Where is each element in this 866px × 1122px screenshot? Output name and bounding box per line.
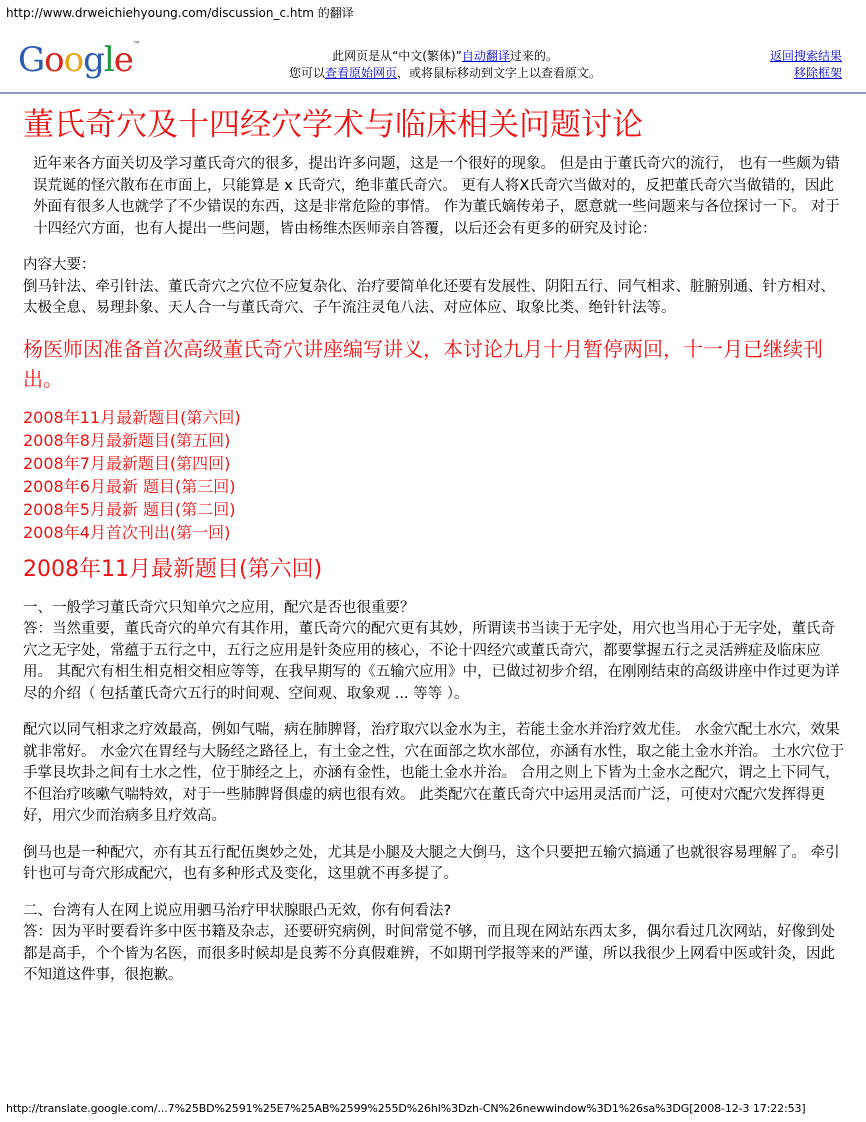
logo-letter: e <box>113 40 133 80</box>
contents-summary <box>23 255 845 320</box>
logo-letter: G <box>18 40 45 80</box>
translate-notice-line-2: 您可以查看原始网页，或将鼠标移动到文字上以查看原文。 <box>288 66 602 80</box>
round-link[interactable]: 2008年11月最新题目(第六回) <box>23 407 241 427</box>
google-logo[interactable]: Google™ <box>18 40 140 80</box>
logo-letter: o <box>44 40 64 80</box>
answer-1: 答：当然重要，董氏奇穴的单穴有其作用，董氏奇穴的配穴更有其妙，所谓读书当读于无字处，用穴也当用心于无字处，董氏奇穴之无字处，常蕴于五行之中，五行之应用是针灸应用的核心，不论十四经穴或董氏奇穴，都要掌握五行之灵活辨症及临床应用。 其配穴有相生相克相交相应等等，在我早期写的《五输穴应用》中，已做过初步介绍，在刚刚结束的高级讲座中作过更为详尽的介绍（ 包括董氏奇穴五行的时间观、空间观、取象观 ... 等等 ）。 <box>23 621 840 702</box>
round-link[interactable]: 2008年6月最新 题目(第三回) <box>23 476 236 496</box>
rounds-list <box>23 406 845 544</box>
gbar-actions <box>770 48 842 82</box>
remove-frame-link[interactable]: 移除框架 <box>793 66 842 80</box>
print-footer-url: http://translate.google.com/...7%25BD%2591%25E7%25AB%2599%255D%26hl%3Dzh-CN%26newwindow%3D1%26sa%3DG[2008-12-3 17:22:53] <box>6 1102 806 1115</box>
header-divider <box>0 92 866 94</box>
translate-notice <box>230 48 660 82</box>
google-translate-bar <box>0 38 866 90</box>
round-link[interactable]: 2008年8月最新题目(第五回) <box>23 430 231 450</box>
round-link[interactable]: 2008年7月最新题目(第四回) <box>23 453 231 473</box>
view-original-link[interactable]: 查看原始网页 <box>324 66 397 80</box>
print-header-url: http://www.drweichiehyoung.com/discussion_c.htm 的翻译 <box>6 6 354 20</box>
page-title: 董氏奇穴及十四经穴学术与临床相关问题讨论 <box>23 107 643 143</box>
pause-notice: 杨医师因准备首次高级董氏奇穴讲座编写讲义，本讨论九月十月暂停两回，十一月已继续刊出。 <box>23 336 823 391</box>
question-2-block <box>23 901 845 987</box>
logo-letter: o <box>63 40 84 80</box>
question-2: 二、台湾有人在网上说应用驷马治疗甲状腺眼凸无效，你有何看法? <box>23 902 452 919</box>
article <box>23 104 845 1002</box>
translate-notice-line-1: 此网页是从“中文(繁体)”自动翻译过来的。 <box>332 49 558 63</box>
back-to-results-link[interactable]: 返回搜索结果 <box>769 49 842 63</box>
contents-text: 倒马针法、牵引针法、董氏奇穴之穴位不应复杂化、治疗要简单化还要有发展性、阴阳五行、同气相求、脏腑别通、针方相对、太极全息、易理卦象、天人合一与董氏奇穴、子午流注灵龟八法、对应体应、取象比类、绝针针法等。 <box>23 278 835 316</box>
contents-label: 内容大要： <box>23 257 96 273</box>
paragraph-daoma: 倒马也是一种配穴，亦有其五行配伍奥妙之处，尤其是小腿及大腿之大倒马，这个只要把五输穴搞通了也就很容易理解了。 牵引针也可与奇穴形成配穴，也有多种形式及变化，这里就不再多提了。 <box>23 844 840 882</box>
logo-letter: l <box>103 40 114 80</box>
answer-2: 答：因为平时要看许多中医书籍及杂志，还要研究病例，时间常觉不够，而且现在网站东西太多，偶尔看过几次网站，好像到处都是高手，个个皆为名医，而很多时候却是良莠不分真假难辨，不如期刊学报等来的严谨，所以我很少上网看中医或针灸，因此不知道这件事，很抱歉。 <box>23 924 835 983</box>
round-link[interactable]: 2008年5月最新 题目(第二回) <box>23 499 236 519</box>
question-1-block <box>23 598 845 706</box>
auto-translate-link[interactable]: 自动翻译 <box>461 49 510 63</box>
round-link[interactable]: 2008年4月首次刊出(第一回) <box>23 522 231 542</box>
section-title: 2008年11月最新题目(第六回) <box>23 556 323 582</box>
question-1: 一、一般学习董氏奇穴只知单穴之应用，配穴是否也很重要？ <box>23 599 415 616</box>
logo-letter: g <box>83 40 104 80</box>
paragraph-paired-points: 配穴以同气相求之疗效最高，例如气喘，病在肺脾肾，治疗取穴以金水为主，若能土金水并治疗效尤佳。 水金穴配土水穴，效果就非常好。 水金穴在胃经与大肠经之路径上，有土金之性，穴在面部之坎水部位，亦涵有水性，取之能土金水并治。 土水穴位于手掌艮坎卦之间有土水之性，位于肺经之上，亦涵有金性，也能土金水并治。 合用之则上下皆为土金水之配穴，谓之上下同气，不但治疗咳嗽气喘特效，对于一些肺脾肾俱虚的病也很有效。 此类配穴在董氏奇穴中运用灵活而广泛，可使对穴配穴发挥得更好，用穴少而治病多且疗效高。 <box>23 722 845 824</box>
intro-paragraph: 近年来各方面关切及学习董氏奇穴的很多，提出许多问题，这是一个很好的现象。 但是由于董氏奇穴的流行， 也有一些颇为错误荒诞的怪穴散布在市面上，只能算是 x 氏奇穴，绝非董氏奇穴。 更有人将X氏奇穴当做对的，反把董氏奇穴当做错的，因此外面有很多人也就学了不少错误的东西，这是非常危险的事情。 作为董氏嫡传弟子，愿意就一些问题来与各位探讨一下。 对于十四经穴方面，也有人提出一些问题，皆由杨维杰医师亲自答覆，以后还会有更多的研究及讨论： <box>33 156 840 237</box>
